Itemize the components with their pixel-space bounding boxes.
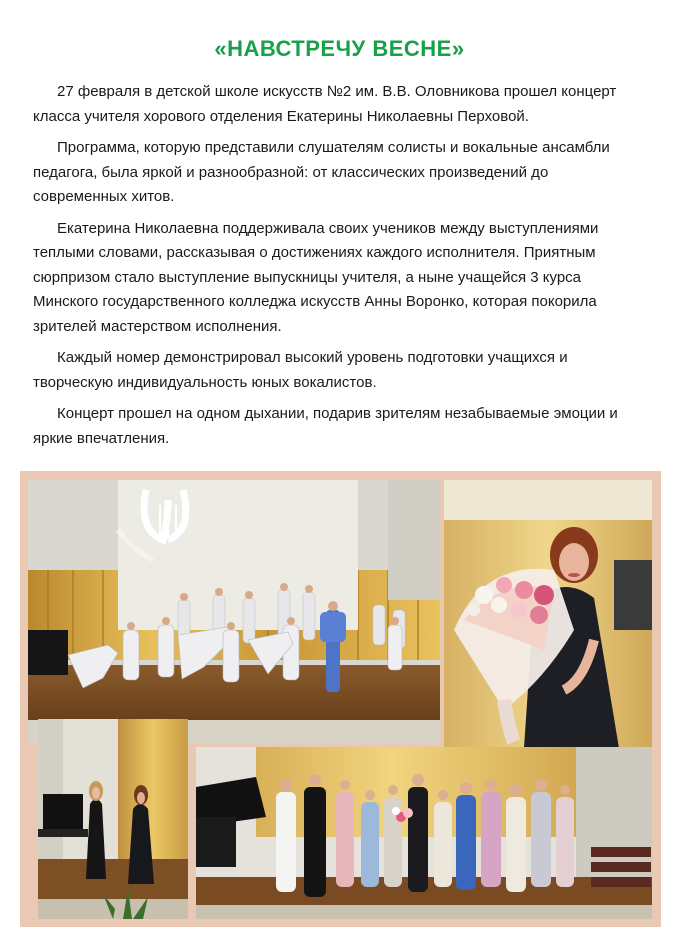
- page-title: «НАВСТРЕЧУ ВЕСНЕ»: [214, 36, 465, 61]
- soloist-performance-photo: [38, 719, 188, 919]
- paragraph-1: 27 февраля в детской школе искусств №2 им. В.В. Оловникова прошел концерт класса учителя хорового отделения Екатерины Николаевны Перховой.: [33, 83, 617, 125]
- paragraph-3: Екатерина Николаевна поддерживала своих учеников между выступлениями теплыми словами, рассказывая о достижениях каждого исполнителя. Приятным сюрпризом стало выступление выпускницы учителя, а ныне учащейся 3 курса Минского государственного колледжа искусств Анны Воронко, которая покорила зрителей мастерством исполнения.: [33, 219, 599, 335]
- article-body: [33, 80, 643, 458]
- photo-collage: [20, 471, 661, 927]
- teacher-with-flowers-photo: [444, 480, 652, 748]
- group-photo: [196, 747, 652, 919]
- paragraph-4: Каждый номер демонстрировал высокий уровень подготовки учащихся и творческую индивидуальность юных вокалистов.: [33, 349, 568, 391]
- paragraph-2: Программа, которую представили слушателям солисты и вокальные ансамбли педагога, была яркой и разнообразной: от классических произведений до современных хитов.: [33, 139, 610, 205]
- paragraph-5: Концерт прошел на одном дыхании, подарив зрителям незабываемые эмоции и яркие впечатления.: [33, 405, 618, 447]
- stage-performance-photo: [28, 480, 440, 744]
